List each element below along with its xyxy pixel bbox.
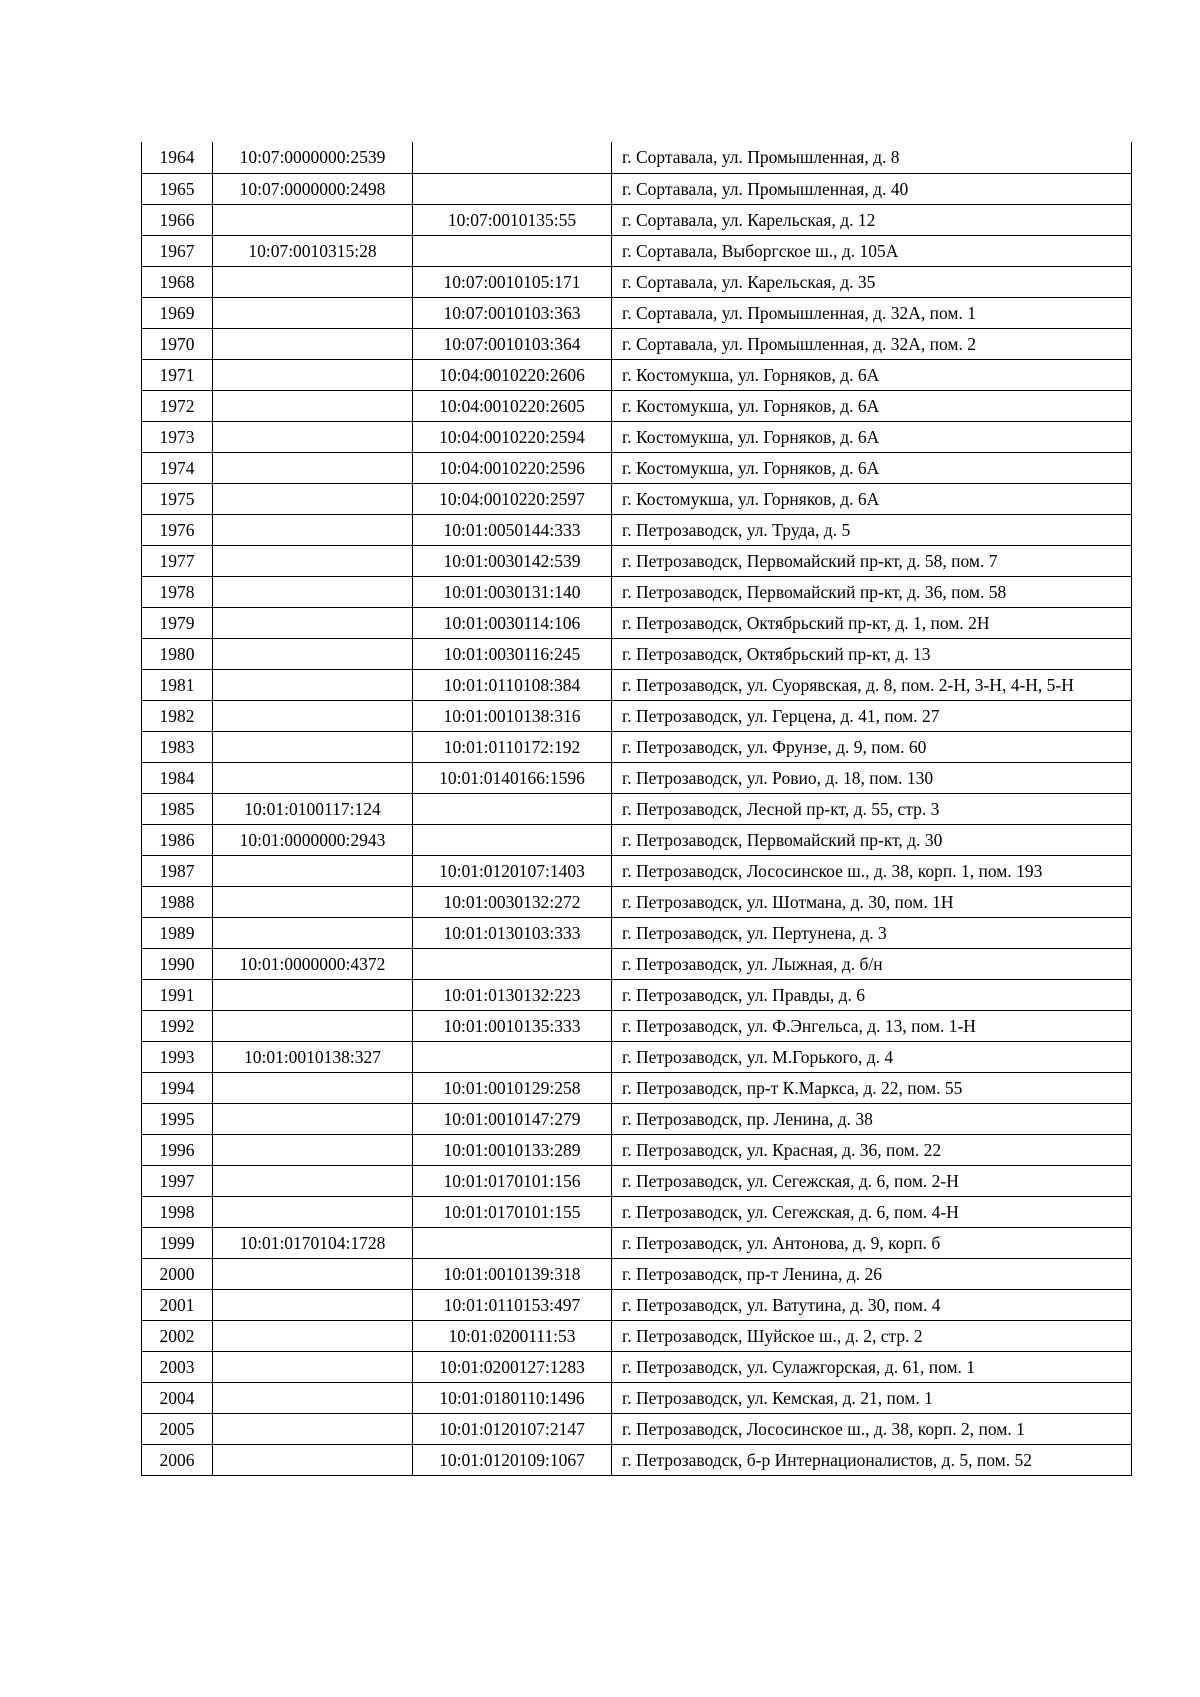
- address-cell: г. Петрозаводск, пр. Ленина, д. 38: [612, 1103, 1132, 1134]
- land-cadastral-number-cell: [213, 421, 413, 452]
- land-cadastral-number-cell: [213, 1010, 413, 1041]
- row-number-cell: 2004: [142, 1382, 213, 1413]
- land-cadastral-number-cell: [213, 359, 413, 390]
- building-cadastral-number-cell: [413, 1227, 612, 1258]
- row-number-cell: 1964: [142, 142, 213, 173]
- land-cadastral-number-cell: 10:01:0000000:2943: [213, 824, 413, 855]
- land-cadastral-number-cell: 10:07:0010315:28: [213, 235, 413, 266]
- row-number-cell: 2000: [142, 1258, 213, 1289]
- building-cadastral-number-cell: 10:01:0140166:1596: [413, 762, 612, 793]
- address-cell: г. Сортавала, ул. Промышленная, д. 8: [612, 142, 1132, 173]
- row-number-cell: 1982: [142, 700, 213, 731]
- row-number-cell: 1971: [142, 359, 213, 390]
- address-cell: г. Петрозаводск, ул. Ровио, д. 18, пом. 130: [612, 762, 1132, 793]
- land-cadastral-number-cell: [213, 1103, 413, 1134]
- table-row: [142, 700, 1132, 731]
- row-number-cell: 1994: [142, 1072, 213, 1103]
- building-cadastral-number-cell: 10:01:0130132:223: [413, 979, 612, 1010]
- address-cell: г. Костомукша, ул. Горняков, д. 6А: [612, 483, 1132, 514]
- land-cadastral-number-cell: [213, 917, 413, 948]
- land-cadastral-number-cell: [213, 638, 413, 669]
- building-cadastral-number-cell: 10:01:0010133:289: [413, 1134, 612, 1165]
- land-cadastral-number-cell: [213, 886, 413, 917]
- land-cadastral-number-cell: 10:01:0100117:124: [213, 793, 413, 824]
- address-cell: г. Петрозаводск, ул. Герцена, д. 41, пом. 27: [612, 700, 1132, 731]
- row-number-cell: 1995: [142, 1103, 213, 1134]
- address-cell: г. Петрозаводск, ул. Пертунена, д. 3: [612, 917, 1132, 948]
- building-cadastral-number-cell: 10:01:0120107:1403: [413, 855, 612, 886]
- land-cadastral-number-cell: 10:01:0010138:327: [213, 1041, 413, 1072]
- table-row: [142, 452, 1132, 483]
- address-cell: г. Петрозаводск, ул. Труда, д. 5: [612, 514, 1132, 545]
- land-cadastral-number-cell: [213, 1413, 413, 1444]
- building-cadastral-number-cell: 10:01:0030116:245: [413, 638, 612, 669]
- address-cell: г. Петрозаводск, ул. Лыжная, д. б/н: [612, 948, 1132, 979]
- address-cell: г. Петрозаводск, ул. Фрунзе, д. 9, пом. 60: [612, 731, 1132, 762]
- address-cell: г. Петрозаводск, ул. Сулажгорская, д. 61, пом. 1: [612, 1351, 1132, 1382]
- building-cadastral-number-cell: 10:01:0010147:279: [413, 1103, 612, 1134]
- row-number-cell: 2003: [142, 1351, 213, 1382]
- address-cell: г. Петрозаводск, б-р Интернационалистов, д. 5, пом. 52: [612, 1444, 1132, 1475]
- address-cell: г. Петрозаводск, ул. Правды, д. 6: [612, 979, 1132, 1010]
- land-cadastral-number-cell: 10:07:0000000:2498: [213, 173, 413, 204]
- land-cadastral-number-cell: [213, 979, 413, 1010]
- land-cadastral-number-cell: [213, 1289, 413, 1320]
- table-row: [142, 824, 1132, 855]
- table-row: [142, 328, 1132, 359]
- row-number-cell: 1987: [142, 855, 213, 886]
- land-cadastral-number-cell: [213, 297, 413, 328]
- building-cadastral-number-cell: [413, 142, 612, 173]
- address-cell: г. Петрозаводск, ул. Шотмана, д. 30, пом. 1Н: [612, 886, 1132, 917]
- row-number-cell: 1980: [142, 638, 213, 669]
- land-cadastral-number-cell: [213, 762, 413, 793]
- table-row: [142, 1041, 1132, 1072]
- address-cell: г. Петрозаводск, пр-т Ленина, д. 26: [612, 1258, 1132, 1289]
- address-cell: г. Костомукша, ул. Горняков, д. 6А: [612, 421, 1132, 452]
- table-row: [142, 1382, 1132, 1413]
- table-row: [142, 855, 1132, 886]
- address-cell: г. Костомукша, ул. Горняков, д. 6А: [612, 359, 1132, 390]
- land-cadastral-number-cell: [213, 731, 413, 762]
- address-cell: г. Петрозаводск, ул. Ватутина, д. 30, пом. 4: [612, 1289, 1132, 1320]
- table-row: [142, 266, 1132, 297]
- land-cadastral-number-cell: [213, 328, 413, 359]
- address-cell: г. Петрозаводск, ул. Сегежская, д. 6, пом. 2-Н: [612, 1165, 1132, 1196]
- building-cadastral-number-cell: 10:01:0170101:155: [413, 1196, 612, 1227]
- land-cadastral-number-cell: [213, 1134, 413, 1165]
- address-cell: г. Петрозаводск, Лесной пр-кт, д. 55, стр. 3: [612, 793, 1132, 824]
- address-cell: г. Сортавала, ул. Промышленная, д. 32А, пом. 1: [612, 297, 1132, 328]
- row-number-cell: 1978: [142, 576, 213, 607]
- address-cell: г. Сортавала, ул. Промышленная, д. 32А, пом. 2: [612, 328, 1132, 359]
- row-number-cell: 1998: [142, 1196, 213, 1227]
- address-cell: г. Костомукша, ул. Горняков, д. 6А: [612, 452, 1132, 483]
- table-row: [142, 1010, 1132, 1041]
- address-cell: г. Петрозаводск, ул. М.Горького, д. 4: [612, 1041, 1132, 1072]
- row-number-cell: 1997: [142, 1165, 213, 1196]
- address-cell: г. Петрозаводск, ул. Сегежская, д. 6, пом. 4-Н: [612, 1196, 1132, 1227]
- table-row: [142, 421, 1132, 452]
- building-cadastral-number-cell: 10:01:0010138:316: [413, 700, 612, 731]
- land-cadastral-number-cell: [213, 1444, 413, 1475]
- address-cell: г. Сортавала, ул. Промышленная, д. 40: [612, 173, 1132, 204]
- land-cadastral-number-cell: [213, 1165, 413, 1196]
- row-number-cell: 1973: [142, 421, 213, 452]
- land-cadastral-number-cell: [213, 1320, 413, 1351]
- building-cadastral-number-cell: 10:01:0010139:318: [413, 1258, 612, 1289]
- building-cadastral-number-cell: 10:04:0010220:2596: [413, 452, 612, 483]
- building-cadastral-number-cell: 10:01:0030114:106: [413, 607, 612, 638]
- building-cadastral-number-cell: [413, 824, 612, 855]
- land-cadastral-number-cell: [213, 1258, 413, 1289]
- table-row: [142, 173, 1132, 204]
- land-cadastral-number-cell: [213, 266, 413, 297]
- address-cell: г. Петрозаводск, Шуйское ш., д. 2, стр. 2: [612, 1320, 1132, 1351]
- row-number-cell: 2002: [142, 1320, 213, 1351]
- row-number-cell: 1985: [142, 793, 213, 824]
- row-number-cell: 1996: [142, 1134, 213, 1165]
- building-cadastral-number-cell: [413, 948, 612, 979]
- row-number-cell: 2006: [142, 1444, 213, 1475]
- row-number-cell: 1969: [142, 297, 213, 328]
- building-cadastral-number-cell: 10:07:0010103:363: [413, 297, 612, 328]
- building-cadastral-number-cell: 10:01:0030142:539: [413, 545, 612, 576]
- building-cadastral-number-cell: 10:01:0180110:1496: [413, 1382, 612, 1413]
- building-cadastral-number-cell: 10:01:0170101:156: [413, 1165, 612, 1196]
- table-row: [142, 359, 1132, 390]
- address-cell: г. Петрозаводск, ул. Антонова, д. 9, корп. б: [612, 1227, 1132, 1258]
- land-cadastral-number-cell: [213, 1072, 413, 1103]
- land-cadastral-number-cell: [213, 607, 413, 638]
- table-row: [142, 1351, 1132, 1382]
- land-cadastral-number-cell: [213, 452, 413, 483]
- land-cadastral-number-cell: 10:07:0000000:2539: [213, 142, 413, 173]
- address-cell: г. Сортавала, ул. Карельская, д. 35: [612, 266, 1132, 297]
- table-row: [142, 142, 1132, 173]
- building-cadastral-number-cell: 10:07:0010105:171: [413, 266, 612, 297]
- table-row: [142, 886, 1132, 917]
- table-row: [142, 1134, 1132, 1165]
- table-row: [142, 576, 1132, 607]
- table-row: [142, 545, 1132, 576]
- land-cadastral-number-cell: [213, 204, 413, 235]
- land-cadastral-number-cell: 10:01:0000000:4372: [213, 948, 413, 979]
- land-cadastral-number-cell: [213, 1351, 413, 1382]
- table-row: [142, 1289, 1132, 1320]
- address-cell: г. Петрозаводск, Лососинское ш., д. 38, корп. 2, пом. 1: [612, 1413, 1132, 1444]
- table-row: [142, 1072, 1132, 1103]
- property-table: [141, 142, 1132, 1476]
- table-row: [142, 1258, 1132, 1289]
- row-number-cell: 2005: [142, 1413, 213, 1444]
- building-cadastral-number-cell: 10:01:0200111:53: [413, 1320, 612, 1351]
- building-cadastral-number-cell: 10:01:0110153:497: [413, 1289, 612, 1320]
- building-cadastral-number-cell: 10:01:0010129:258: [413, 1072, 612, 1103]
- row-number-cell: 1986: [142, 824, 213, 855]
- building-cadastral-number-cell: 10:01:0030131:140: [413, 576, 612, 607]
- address-cell: г. Петрозаводск, Октябрьский пр-кт, д. 1, пом. 2Н: [612, 607, 1132, 638]
- row-number-cell: 1967: [142, 235, 213, 266]
- address-cell: г. Петрозаводск, ул. Кемская, д. 21, пом. 1: [612, 1382, 1132, 1413]
- row-number-cell: 1984: [142, 762, 213, 793]
- table-row: [142, 607, 1132, 638]
- land-cadastral-number-cell: [213, 669, 413, 700]
- row-number-cell: 2001: [142, 1289, 213, 1320]
- building-cadastral-number-cell: 10:07:0010103:364: [413, 328, 612, 359]
- building-cadastral-number-cell: [413, 173, 612, 204]
- row-number-cell: 1988: [142, 886, 213, 917]
- table-row: [142, 204, 1132, 235]
- building-cadastral-number-cell: 10:01:0050144:333: [413, 514, 612, 545]
- row-number-cell: 1968: [142, 266, 213, 297]
- row-number-cell: 1970: [142, 328, 213, 359]
- building-cadastral-number-cell: 10:04:0010220:2594: [413, 421, 612, 452]
- address-cell: г. Сортавала, Выборгское ш., д. 105А: [612, 235, 1132, 266]
- building-cadastral-number-cell: [413, 1041, 612, 1072]
- row-number-cell: 1979: [142, 607, 213, 638]
- table-row: [142, 1165, 1132, 1196]
- address-cell: г. Костомукша, ул. Горняков, д. 6А: [612, 390, 1132, 421]
- row-number-cell: 1975: [142, 483, 213, 514]
- row-number-cell: 1983: [142, 731, 213, 762]
- building-cadastral-number-cell: 10:04:0010220:2597: [413, 483, 612, 514]
- address-cell: г. Петрозаводск, Первомайский пр-кт, д. 36, пом. 58: [612, 576, 1132, 607]
- table-row: [142, 1103, 1132, 1134]
- building-cadastral-number-cell: 10:01:0120107:2147: [413, 1413, 612, 1444]
- row-number-cell: 1999: [142, 1227, 213, 1258]
- table-row: [142, 731, 1132, 762]
- row-number-cell: 1977: [142, 545, 213, 576]
- table-row: [142, 948, 1132, 979]
- table-row: [142, 1196, 1132, 1227]
- land-cadastral-number-cell: [213, 1382, 413, 1413]
- row-number-cell: 1974: [142, 452, 213, 483]
- row-number-cell: 1965: [142, 173, 213, 204]
- row-number-cell: 1989: [142, 917, 213, 948]
- table-row: [142, 297, 1132, 328]
- row-number-cell: 1981: [142, 669, 213, 700]
- building-cadastral-number-cell: 10:04:0010220:2605: [413, 390, 612, 421]
- row-number-cell: 1990: [142, 948, 213, 979]
- table-row: [142, 793, 1132, 824]
- building-cadastral-number-cell: 10:01:0030132:272: [413, 886, 612, 917]
- table-row: [142, 1444, 1132, 1475]
- land-cadastral-number-cell: [213, 1196, 413, 1227]
- building-cadastral-number-cell: 10:01:0110172:192: [413, 731, 612, 762]
- land-cadastral-number-cell: [213, 483, 413, 514]
- land-cadastral-number-cell: [213, 576, 413, 607]
- table-row: [142, 1320, 1132, 1351]
- land-cadastral-number-cell: [213, 855, 413, 886]
- address-cell: г. Петрозаводск, Октябрьский пр-кт, д. 13: [612, 638, 1132, 669]
- building-cadastral-number-cell: 10:01:0120109:1067: [413, 1444, 612, 1475]
- row-number-cell: 1976: [142, 514, 213, 545]
- row-number-cell: 1991: [142, 979, 213, 1010]
- building-cadastral-number-cell: 10:01:0010135:333: [413, 1010, 612, 1041]
- building-cadastral-number-cell: 10:01:0130103:333: [413, 917, 612, 948]
- table-row: [142, 979, 1132, 1010]
- address-cell: г. Петрозаводск, Лососинское ш., д. 38, корп. 1, пом. 193: [612, 855, 1132, 886]
- building-cadastral-number-cell: 10:04:0010220:2606: [413, 359, 612, 390]
- address-cell: г. Петрозаводск, ул. Ф.Энгельса, д. 13, пом. 1-Н: [612, 1010, 1132, 1041]
- address-cell: г. Петрозаводск, ул. Красная, д. 36, пом. 22: [612, 1134, 1132, 1165]
- land-cadastral-number-cell: [213, 700, 413, 731]
- building-cadastral-number-cell: 10:01:0110108:384: [413, 669, 612, 700]
- table-row: [142, 638, 1132, 669]
- table-row: [142, 1413, 1132, 1444]
- address-cell: г. Петрозаводск, Первомайский пр-кт, д. 30: [612, 824, 1132, 855]
- row-number-cell: 1992: [142, 1010, 213, 1041]
- row-number-cell: 1972: [142, 390, 213, 421]
- address-cell: г. Сортавала, ул. Карельская, д. 12: [612, 204, 1132, 235]
- land-cadastral-number-cell: [213, 514, 413, 545]
- table-row: [142, 235, 1132, 266]
- table-row: [142, 669, 1132, 700]
- land-cadastral-number-cell: 10:01:0170104:1728: [213, 1227, 413, 1258]
- table-row: [142, 514, 1132, 545]
- table-row: [142, 390, 1132, 421]
- building-cadastral-number-cell: [413, 793, 612, 824]
- row-number-cell: 1966: [142, 204, 213, 235]
- land-cadastral-number-cell: [213, 545, 413, 576]
- land-cadastral-number-cell: [213, 390, 413, 421]
- table-row: [142, 1227, 1132, 1258]
- building-cadastral-number-cell: [413, 235, 612, 266]
- building-cadastral-number-cell: 10:01:0200127:1283: [413, 1351, 612, 1382]
- property-table-body: [142, 142, 1132, 1475]
- table-row: [142, 483, 1132, 514]
- table-row: [142, 762, 1132, 793]
- row-number-cell: 1993: [142, 1041, 213, 1072]
- table-row: [142, 917, 1132, 948]
- building-cadastral-number-cell: 10:07:0010135:55: [413, 204, 612, 235]
- address-cell: г. Петрозаводск, Первомайский пр-кт, д. 58, пом. 7: [612, 545, 1132, 576]
- address-cell: г. Петрозаводск, пр-т К.Маркса, д. 22, пом. 55: [612, 1072, 1132, 1103]
- address-cell: г. Петрозаводск, ул. Суорявская, д. 8, пом. 2-Н, 3-Н, 4-Н, 5-Н: [612, 669, 1132, 700]
